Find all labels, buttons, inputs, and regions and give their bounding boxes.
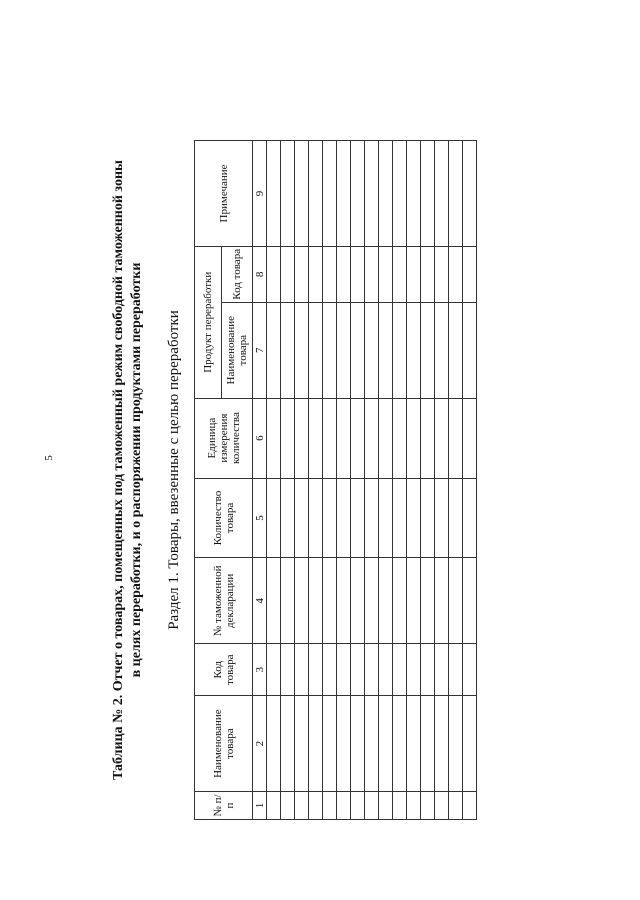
table-cell [435,302,449,398]
table-cell [365,478,379,558]
table-cell [351,302,365,398]
table-cell [365,696,379,792]
table-cell [323,141,337,247]
table-cell [295,302,309,398]
table-cell [351,246,365,302]
table-cell [323,302,337,398]
table-cell [421,558,435,644]
table-cell [407,696,421,792]
table-cell [281,792,295,820]
column-number: 7 [253,302,267,398]
table-cell [351,644,365,696]
table-cell [393,644,407,696]
table-cell [281,644,295,696]
column-number: 6 [253,398,267,478]
table-cell [379,478,393,558]
table-cell [393,398,407,478]
table-cell [449,696,463,792]
column-number: 3 [253,644,267,696]
table-cell [295,696,309,792]
table-cell [309,644,323,696]
table-cell [337,246,351,302]
table-cell [295,792,309,820]
table-cell [351,398,365,478]
table-cell [365,792,379,820]
table-cell [449,246,463,302]
table-cell [267,302,281,398]
table-cell [449,478,463,558]
table-row [421,141,435,820]
column-number: 8 [253,246,267,302]
table-cell [267,141,281,247]
table-cell [449,558,463,644]
table-cell [393,478,407,558]
table-cell [323,398,337,478]
table-cell [379,246,393,302]
table-cell [309,558,323,644]
column-number: 5 [253,478,267,558]
table-cell [407,398,421,478]
header-name: Наименование товара [195,696,253,792]
report-table [194,140,477,820]
table-cell [379,398,393,478]
table-cell [407,141,421,247]
header-note: Примечание [195,141,253,247]
table-cell [449,141,463,247]
table-row [463,141,477,820]
table-cell [323,792,337,820]
table-cell [351,141,365,247]
table-cell [351,478,365,558]
table-cell [267,398,281,478]
table-cell [379,792,393,820]
title-line-1: Таблица № 2. Отчет о товарах, помещенных под таможенный режим свободной таможенной зоны [111,160,126,780]
table-cell [267,644,281,696]
table-cell [365,398,379,478]
table-cell [393,141,407,247]
table-cell [267,696,281,792]
table-cell [281,558,295,644]
table-row [267,141,281,820]
table-cell [323,478,337,558]
table-cell [379,696,393,792]
column-number: 2 [253,696,267,792]
table-cell [379,141,393,247]
column-number: 4 [253,558,267,644]
table-cell [323,558,337,644]
page-number: 5 [43,455,55,461]
column-number: 9 [253,141,267,247]
table-cell [421,141,435,247]
table-cell [365,558,379,644]
table-cell [393,558,407,644]
table-cell [435,644,449,696]
table-title [110,110,146,830]
table-cell [267,792,281,820]
table-row [407,141,421,820]
table-cell [309,696,323,792]
table-cell [337,696,351,792]
table-cell [393,302,407,398]
table-cell [365,644,379,696]
rotated-sheet [110,110,530,830]
table-cell [393,792,407,820]
table-cell [295,478,309,558]
table-cell [449,644,463,696]
table-cell [379,558,393,644]
table-cell [435,558,449,644]
table-cell [463,398,477,478]
table-cell [295,558,309,644]
table-row [309,141,323,820]
table-cell [281,302,295,398]
table-cell [267,558,281,644]
table-cell [449,302,463,398]
table-row [351,141,365,820]
table-cell [435,478,449,558]
table-cell [435,398,449,478]
table-cell [267,246,281,302]
table-cell [309,246,323,302]
table-cell [309,141,323,247]
table-cell [365,302,379,398]
table-cell [463,792,477,820]
table-cell [435,696,449,792]
header-unit: Единица измерения количества [195,398,253,478]
table-cell [407,558,421,644]
table-cell [463,302,477,398]
table-cell [323,246,337,302]
table-cell [337,478,351,558]
table-cell [295,398,309,478]
table-cell [295,644,309,696]
table-row [449,141,463,820]
table-cell [309,302,323,398]
header-product-code: Код товара [222,246,253,302]
table-cell [309,478,323,558]
table-cell [365,141,379,247]
table-cell [435,141,449,247]
table-cell [463,558,477,644]
table-cell [421,478,435,558]
table-cell [421,696,435,792]
table-cell [449,398,463,478]
table-row [295,141,309,820]
table-cell [407,644,421,696]
table-cell [281,478,295,558]
table-cell [449,792,463,820]
table-cell [421,792,435,820]
table-cell [351,696,365,792]
table-cell [393,246,407,302]
table-cell [463,696,477,792]
table-cell [435,792,449,820]
table-cell [323,696,337,792]
table-cell [435,246,449,302]
table-cell [337,792,351,820]
table-row [379,141,393,820]
header-code: Код товара [195,644,253,696]
table-cell [463,478,477,558]
table-row [435,141,449,820]
table-row [323,141,337,820]
table-cell [337,141,351,247]
table-cell [309,792,323,820]
table-cell [337,302,351,398]
column-number: 1 [253,792,267,820]
table-cell [365,246,379,302]
table-cell [463,246,477,302]
table-cell [463,644,477,696]
header-declaration: № таможенной декларации [195,558,253,644]
table-cell [281,398,295,478]
table-cell [421,644,435,696]
table-cell [407,246,421,302]
table-cell [351,558,365,644]
table-cell [281,141,295,247]
table-cell [421,246,435,302]
table-cell [351,792,365,820]
table-row [365,141,379,820]
table-cell [337,398,351,478]
table-cell [295,246,309,302]
table-cell [337,644,351,696]
header-no: № п/п [195,792,253,820]
table-row [393,141,407,820]
table-cell [281,696,295,792]
table-cell [393,696,407,792]
table-cell [379,302,393,398]
header-product-name: Наименование товара [222,302,253,398]
table-row [281,141,295,820]
table-cell [463,141,477,247]
title-line-2: в целях переработки, и о распоряжении продуктами переработки [129,262,144,678]
table-cell [309,398,323,478]
section-title: Раздел 1. Товары, ввезенные с целью переработки [166,310,182,630]
table-cell [323,644,337,696]
table-cell [337,558,351,644]
table-cell [407,302,421,398]
table-cell [421,302,435,398]
table-cell [407,792,421,820]
column-number-row [253,141,267,820]
table-cell [379,644,393,696]
table-cell [295,141,309,247]
header-product-group: Продукт переработки [195,246,222,398]
table-row [337,141,351,820]
table-cell [421,398,435,478]
table-cell [281,246,295,302]
header-quantity: Количество товара [195,478,253,558]
table-cell [407,478,421,558]
table-cell [267,478,281,558]
